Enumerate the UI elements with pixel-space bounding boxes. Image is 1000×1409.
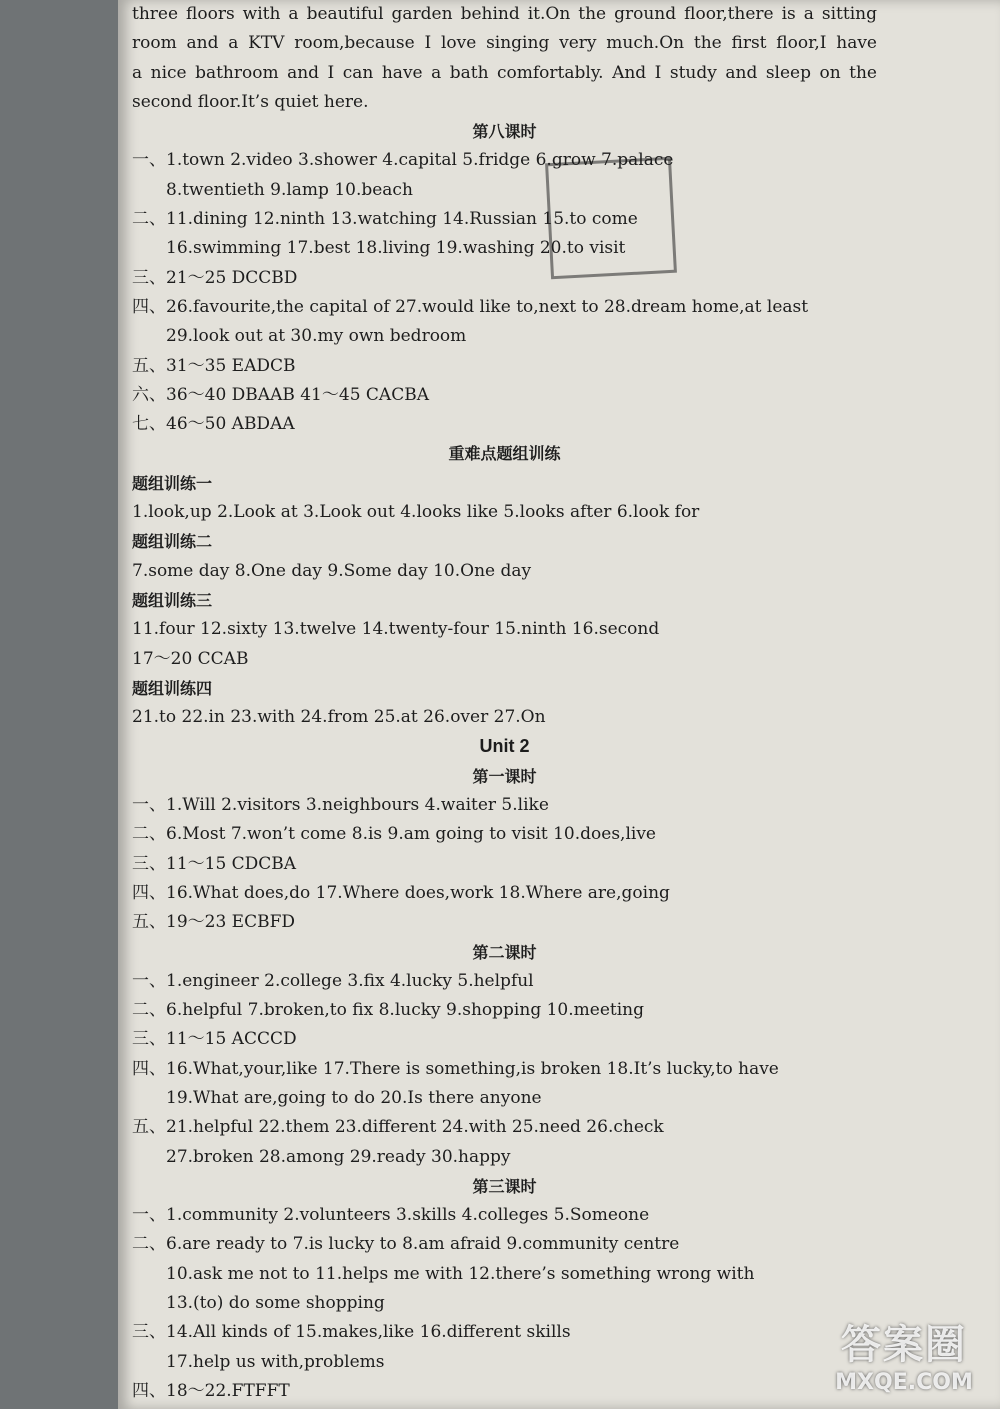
answer-line: 三、11～15 ACCCD (132, 1029, 297, 1050)
answer-line: 一、1.community 2.volunteers 3.skills 4.colleges 5.Someone (132, 1205, 650, 1226)
answer-line: 六、36～40 DBAAB 41～45 CACBA (132, 384, 429, 405)
answer-line: 五、19～23 ECBFD (132, 912, 296, 933)
section-heading: 第二课时 (472, 942, 537, 962)
answer-line: 17.help us with,problems (166, 1351, 385, 1372)
section-heading: 第八课时 (472, 122, 537, 142)
answer-line: 11.four 12.sixty 13.twelve 14.twenty-four 15.ninth 16.second (132, 619, 660, 640)
answer-line: 一、1.Will 2.visitors 3.neighbours 4.waiter 5.like (132, 795, 549, 816)
answer-line: 二、6.Most 7.won’t come 8.is 9.am going to visit 10.does,live (132, 824, 656, 845)
answer-line: 一、1.engineer 2.college 3.fix 4.lucky 5.helpful (132, 970, 534, 991)
answer-line: 三、14.All kinds of 15.makes,like 16.different skills (132, 1322, 571, 1343)
subsection-heading: 题组训练二 (132, 532, 213, 552)
answer-line: 21.to 22.in 23.with 24.from 25.at 26.over 27.On (132, 707, 546, 728)
answer-line: 五、21.helpful 22.them 23.different 24.with 25.need 26.check (132, 1117, 664, 1138)
answer-line: three floors with a beautiful garden behind it.On the ground floor,there is a sitting (132, 4, 877, 24)
watermark-logo: 答案圈 (841, 1322, 967, 1368)
section-heading: 重难点题组训练 (448, 444, 561, 464)
answer-line: 四、16.What does,do 17.Where does,work 18.Where are,going (132, 882, 670, 903)
answer-line: 三、21～25 DCCBD (132, 267, 298, 288)
answer-line: 16.swimming 17.best 18.living 19.washing 20.to visit (166, 238, 626, 259)
answer-line: 三、11～15 CDCBA (132, 853, 297, 874)
answer-line: 四、16.What,your,like 17.There is something,is broken 18.It’s lucky,to have (132, 1058, 779, 1079)
answer-line: 10.ask me not to 11.helps me with 12.there’s something wrong with (166, 1263, 755, 1284)
answer-line: 五、31～35 EADCB (132, 355, 296, 376)
subsection-heading: 题组训练四 (132, 678, 213, 698)
section-heading: Unit 2 (479, 736, 530, 757)
answer-line: 二、6.are ready to 7.is lucky to 8.am afraid 9.community centre (132, 1234, 680, 1255)
answer-line: 27.broken 28.among 29.ready 30.happy (166, 1146, 511, 1167)
answer-line: 四、18～22.FTFFT (132, 1380, 290, 1401)
answer-line: 19.What are,going to do 20.Is there anyone (166, 1087, 542, 1108)
answer-line: 二、11.dining 12.ninth 13.watching 14.Russian 15.to come (132, 209, 638, 230)
answer-line: 一、1.town 2.video 3.shower 4.capital 5.fridge 6.grow 7.palace (132, 150, 674, 171)
answer-line: 四、26.favourite,the capital of 27.would like to,next to 28.dream home,at least (132, 296, 809, 317)
answer-line: 17～20 CCAB (132, 648, 249, 669)
subsection-heading: 题组训练一 (132, 473, 213, 493)
answer-line: a nice bathroom and I can have a bath comfortably. And I study and sleep on the (132, 62, 877, 83)
answer-page (118, 0, 1000, 1409)
section-heading: 第一课时 (472, 766, 537, 786)
answer-line: 7.some day 8.One day 9.Some day 10.One day (132, 560, 532, 581)
answer-line: room and a KTV room,because I love singing very much.On the first floor,I have (132, 33, 877, 54)
answer-line: 1.look,up 2.Look at 3.Look out 4.looks like 5.looks after 6.look for (132, 502, 700, 523)
answer-line: 七、46～50 ABDAA (132, 414, 295, 435)
answer-text-column (132, 0, 877, 1406)
answer-line: 8.twentieth 9.lamp 10.beach (166, 179, 413, 200)
answer-line: 13.(to) do some shopping (166, 1293, 385, 1314)
answer-line: 二、6.helpful 7.broken,to fix 8.lucky 9.shopping 10.meeting (132, 1000, 644, 1021)
site-watermark (814, 1313, 994, 1395)
answer-line: 29.look out at 30.my own bedroom (166, 326, 467, 347)
section-heading: 第三课时 (472, 1176, 537, 1196)
subsection-heading: 题组训练三 (132, 590, 213, 610)
answer-line: second floor.It’s quiet here. (132, 91, 369, 112)
watermark-url: MXQE.COM (835, 1370, 973, 1395)
